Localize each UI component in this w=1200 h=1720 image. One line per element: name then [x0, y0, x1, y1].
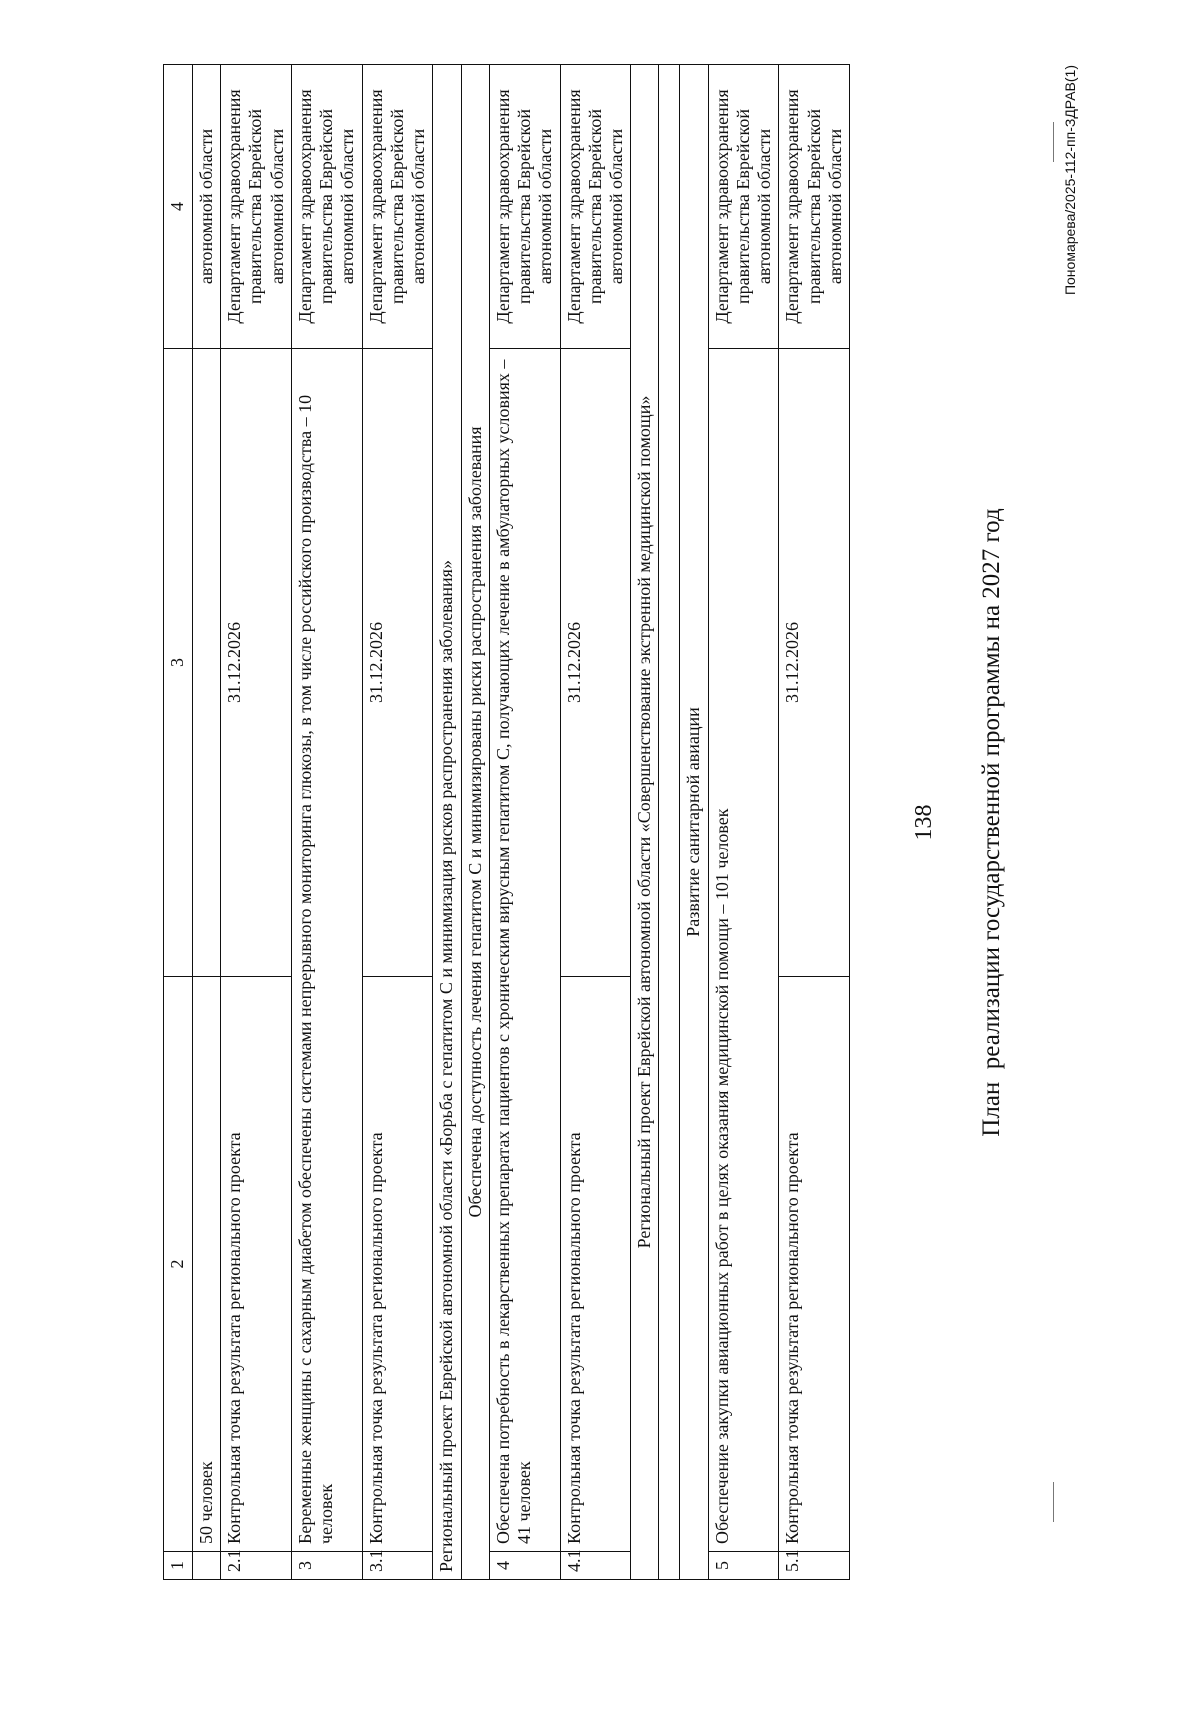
row-department: Департамент здравоохранения правительства Еврейской автономной области: [708, 65, 779, 349]
table-row: [779, 65, 850, 1580]
row-text: Обеспечение закупки авиационных работ в целях оказания медицинской помощи – 101 человек: [708, 349, 779, 1552]
row-text: Контрольная точка результата регионального проекта: [221, 977, 292, 1552]
row-number: 4.1: [560, 1552, 631, 1580]
row-date: 31.12.2026: [560, 349, 631, 977]
header-cell: 1: [164, 1552, 193, 1580]
row-date: 31.12.2026: [362, 349, 433, 977]
regional-project-title: Региональный проект Еврейской автономной области «Борьба с гепатитом С и минимизация рисков распространения заболевания»: [433, 65, 461, 1580]
row-number: 3.1: [362, 1552, 433, 1580]
row-text: Контрольная точка результата регионального проекта: [560, 977, 631, 1552]
row-number: 5.1: [779, 1552, 850, 1580]
header-cell: 3: [164, 349, 193, 977]
table-row: [291, 65, 362, 1580]
section-subtitle: Обеспечена доступность лечения гепатитом С и минимизированы риски распространения заболевания: [461, 65, 489, 1580]
section-row: [433, 65, 461, 1580]
row-date: 31.12.2026: [779, 349, 850, 977]
row-department: Департамент здравоохранения правительства Еврейской автономной области: [489, 65, 560, 349]
table-header-row: [164, 65, 193, 1580]
row-date: [193, 349, 221, 977]
table-row: [489, 65, 560, 1580]
row-department: Департамент здравоохранения правительства Еврейской автономной области: [221, 65, 292, 349]
row-text: Беременные женщины с сахарным диабетом обеспечены системами непрерывного мониторинга глюкозы, в том числе российского производства – 10 человек: [291, 349, 362, 1552]
margin-mark: [1053, 122, 1054, 162]
row-department: автономной области: [193, 65, 221, 349]
row-date: 31.12.2026: [221, 349, 292, 977]
row-department: Департамент здравоохранения правительства Еврейской автономной области: [362, 65, 433, 349]
plan-title: План реализации государственной программы на 2027 год: [978, 508, 1005, 1137]
header-cell: 2: [164, 977, 193, 1552]
table-row: [193, 65, 221, 1580]
row-department: Департамент здравоохранения правительства Еврейской автономной области: [779, 65, 850, 349]
spacer-cell: [659, 65, 680, 1580]
row-number: 3: [291, 1552, 362, 1580]
row-number: 5: [708, 1552, 779, 1580]
table-row: [560, 65, 631, 1580]
margin-mark: [1053, 1482, 1054, 1522]
row-text: Контрольная точка результата регионального проекта: [779, 977, 850, 1552]
row-text: Контрольная точка результата регионального проекта: [362, 977, 433, 1552]
rotated-page: [163, 65, 1078, 1580]
row-number: 2.1: [221, 1552, 292, 1580]
table-row: [708, 65, 779, 1580]
table-row: [221, 65, 292, 1580]
row-text: 50 человек: [193, 977, 221, 1552]
header-cell: 4: [164, 65, 193, 349]
section-row: [631, 65, 659, 1580]
row-text: Обеспечена потребность в лекарственных препаратах пациентов с хроническим вирусным гепатитом С, получающих лечение в амбулаторных условиях – 41 человек: [489, 349, 560, 1552]
page-number: 138: [911, 804, 937, 841]
table-row: [362, 65, 433, 1580]
plan-table: [163, 64, 850, 1580]
row-number: 4: [489, 1552, 560, 1580]
section-row: [680, 65, 708, 1580]
regional-project-title: Региональный проект Еврейской автономной области «Совершенствование экстренной медицинской помощи»: [631, 65, 659, 1580]
row-department: Департамент здравоохранения правительства Еврейской автономной области: [291, 65, 362, 349]
section-subtitle: Развитие санитарной авиации: [680, 65, 708, 1580]
document-id: Пономарева/2025-112-пп-ЗДРАВ(1): [1062, 65, 1078, 296]
section-row: [461, 65, 489, 1580]
spacer-row: [659, 65, 680, 1580]
row-department: Департамент здравоохранения правительства Еврейской автономной области: [560, 65, 631, 349]
row-number: [193, 1552, 221, 1580]
